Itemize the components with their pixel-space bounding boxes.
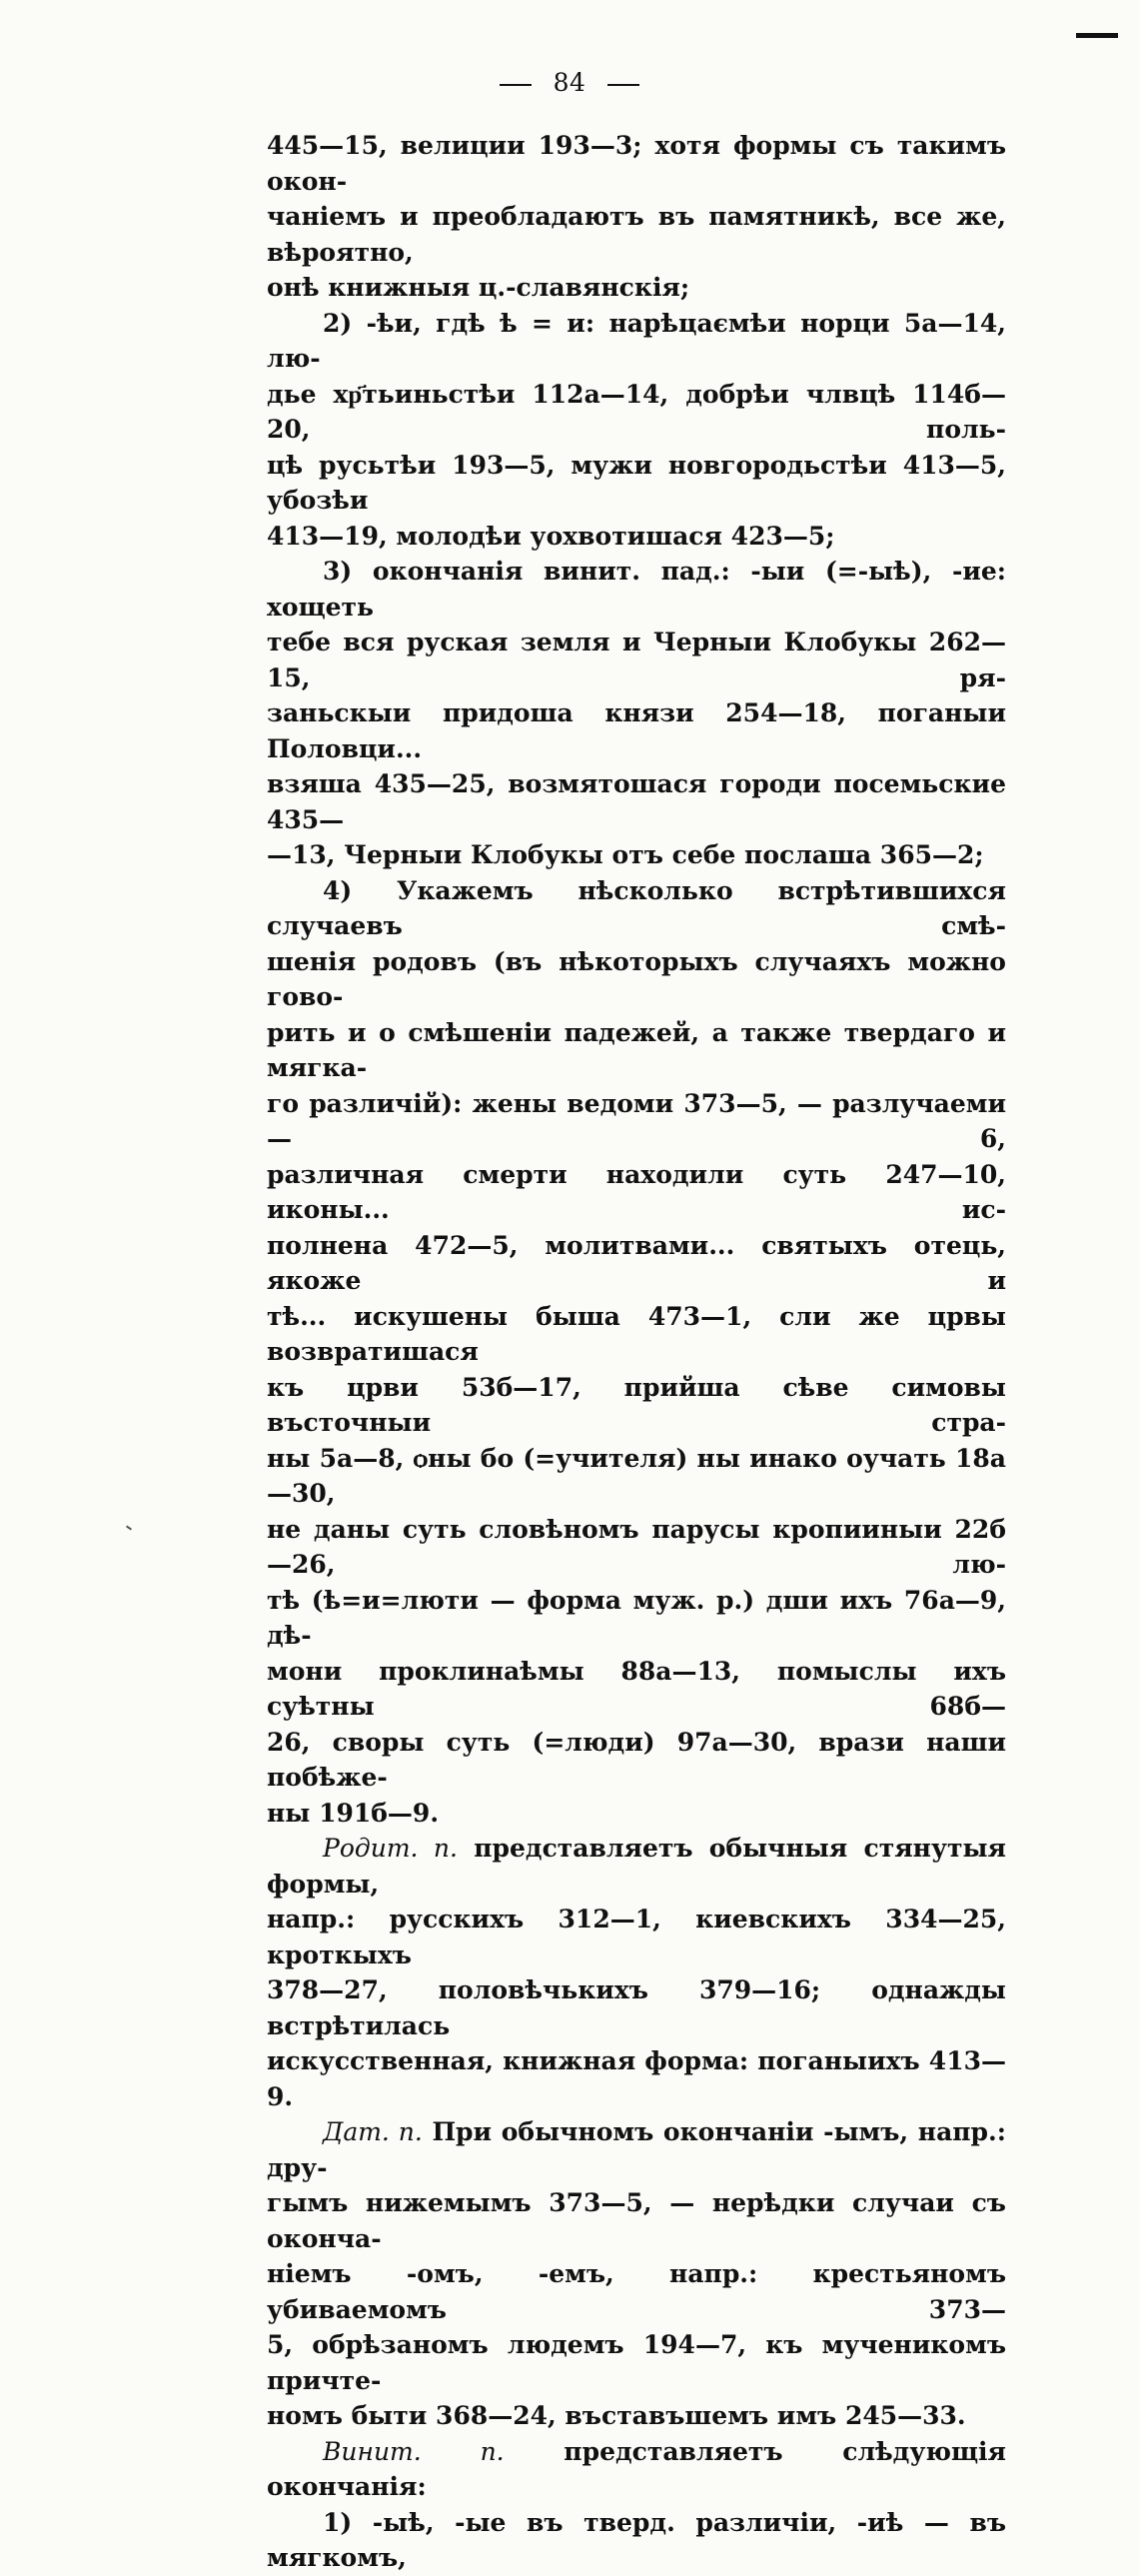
paragraph-item-3 [267, 554, 1006, 873]
paragraph-accusative-item-1 [267, 2505, 1006, 2576]
text-line: 1) -ыѣ, -ые въ тверд. различіи, -иѣ — въ мягкомъ, [267, 2507, 1006, 2572]
corner-rule [1076, 33, 1118, 38]
text-line: дье хр҃тьиньстѣи 112а—14, добрѣи члвцѣ 114б—20, поль- [267, 379, 1006, 444]
text-line: не даны суть словѣномъ парусы кропииныи 22б—26, лю- [267, 1514, 1006, 1579]
text-fragment: При обычномъ окончаніи -ымъ, напр.: дру- [267, 2117, 1006, 2182]
text-line: 2) -ѣи, гдѣ ѣ = и: нарѣцаємѣи норци 5а—14, лю- [267, 308, 1006, 373]
page-number [0, 68, 1139, 97]
paragraph-dative [267, 2114, 1006, 2434]
text-line [267, 2114, 1006, 2185]
page-number-dash-right [607, 84, 639, 86]
text-line: ніемъ -омъ, -емъ, напр.: крестьяномъ убиваемомъ 373— [267, 2259, 1006, 2324]
text-line: го различій): жены ведоми 373—5, — разлучаеми — 6, [267, 1088, 1006, 1153]
text-line: напр.: русскихъ 312—1, киевскихъ 334—25, кроткыхъ [267, 1905, 1006, 1969]
text-line: ны 5а—8, ѻны бо (=учителя) ны инако оучать 18а—30, [267, 1443, 1006, 1508]
text-line: взяша 435—25, возмятошася городи посемьские 435— [267, 769, 1006, 834]
text-line: 4) Укажемъ нѣсколько встрѣтившихся случаевъ смѣ- [267, 875, 1006, 940]
text-line: къ црви 53б—17, прийша сѣве симовы въсточныи стра- [267, 1372, 1006, 1437]
paragraph-accusative [267, 2434, 1006, 2505]
case-label: Винит. п. [323, 2436, 505, 2466]
text-line: рить и о смѣшеніи падежей, а также твердаго и мягка- [267, 1017, 1006, 1082]
text-line: тѣ... искушены быша 473—1, сли же црвы возвратишася [267, 1301, 1006, 1366]
text-line: шенія родовъ (въ нѣкоторыхъ случаяхъ можно гово- [267, 946, 1006, 1011]
text-line: 5, обрѣзаномъ людемъ 194—7, къ мученикомъ причте- [267, 2330, 1006, 2395]
text-line: цѣ русьтѣи 193—5, мужи новгородьстѣи 413—5, убозѣи [267, 450, 1006, 515]
text-line: гымъ нижемымъ 373—5, — нерѣдки случаи съ оконча- [267, 2188, 1006, 2253]
text-line: 378—27, половѣчькихъ 379—16; однажды встрѣтилась [267, 1975, 1006, 2040]
text-fragment: представляетъ слѣдующія окончанія: [267, 2436, 1006, 2501]
text-line: ны 191б—9. [267, 1798, 440, 1828]
scan-speck [126, 1525, 132, 1530]
text-line: 3) окончанія винит. пад.: -ыи (=-ыѣ), -ие: хощеть [267, 557, 1006, 622]
text-line: —13, Черныи Клобукы отъ себе послаша 365—2; [267, 840, 984, 869]
paragraph-item-2 [267, 306, 1006, 555]
paragraph-genitive [267, 1831, 1006, 2114]
case-label: Родит. п. [323, 1834, 458, 1863]
text-line: тебе вся руская земля и Черныи Клобукы 262—15, ря- [267, 628, 1006, 692]
page-number-dash-left [500, 84, 532, 86]
text-line: номъ быти 368—24, въставъшемъ имъ 245—33. [267, 2401, 966, 2430]
text-line: онѣ книжныя ц.-славянскія; [267, 273, 690, 302]
text-line: чаніемъ и преобладаютъ въ памятникѣ, все же, вѣроятно, [267, 202, 1006, 267]
text-line: заньскыи придоша князи 254—18, поганыи Половци... [267, 698, 1006, 763]
text-line: мони проклинаѣмы 88а—13, помыслы ихъ суѣтны 68б— [267, 1656, 1006, 1721]
text-line: полнена 472—5, молитвами... святыхъ отець, якоже и [267, 1230, 1006, 1295]
case-label: Дат. п. [323, 2117, 423, 2146]
text-line [267, 1831, 1006, 1902]
paragraph-item-4 [267, 873, 1006, 1832]
page-number-value: 84 [553, 68, 586, 97]
text-fragment: представляетъ обычныя стянутыя формы, [267, 1834, 1006, 1899]
paragraph-continuation [267, 128, 1006, 306]
text-line: различная смерти находили суть 247—10, иконы... ис- [267, 1159, 1006, 1224]
text-line: 26, своры суть (=люди) 97а—30, врази наши побѣже- [267, 1727, 1006, 1792]
text-line [267, 2434, 1006, 2505]
text-body [267, 128, 1006, 2576]
text-line: 413—19, молодѣи уохвотишася 423—5; [267, 521, 835, 551]
text-line: 445—15, велиции 193—3; хотя формы съ такимъ окон- [267, 131, 1006, 196]
text-line: тѣ (ѣ=и=люти — форма муж. р.) дши ихъ 76а—9, дѣ- [267, 1585, 1006, 1650]
text-line: искусственная, книжная форма: поганыихъ 413—9. [267, 2046, 1006, 2111]
